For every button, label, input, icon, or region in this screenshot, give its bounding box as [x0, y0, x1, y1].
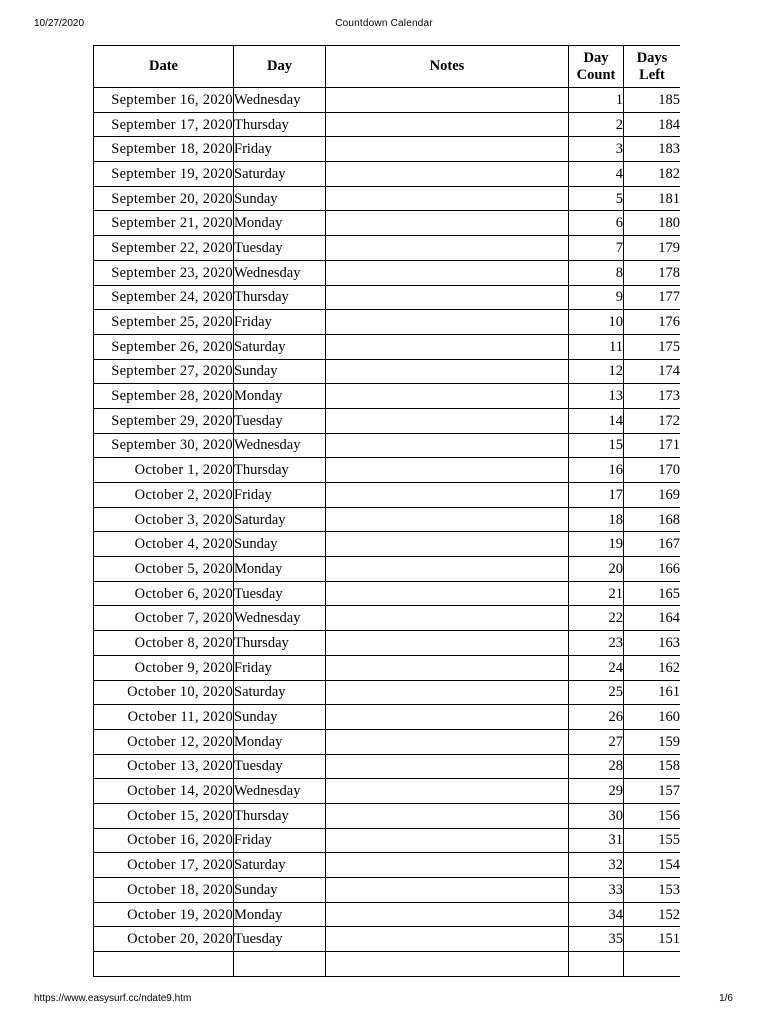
days-left-cell — [624, 952, 681, 977]
day-cell: Friday — [234, 828, 326, 853]
day-cell: Friday — [234, 655, 326, 680]
day-count-cell: 9 — [569, 285, 624, 310]
day-cell: Sunday — [234, 359, 326, 384]
day-count-cell: 32 — [569, 853, 624, 878]
date-cell: October 18, 2020 — [94, 878, 234, 903]
table-row — [94, 705, 681, 730]
table-row — [94, 754, 681, 779]
days-left-cell: 161 — [624, 680, 681, 705]
date-cell: October 16, 2020 — [94, 828, 234, 853]
day-count-cell: 6 — [569, 211, 624, 236]
table-row — [94, 878, 681, 903]
day-count-cell: 4 — [569, 162, 624, 187]
day-cell: Tuesday — [234, 927, 326, 952]
day-cell: Friday — [234, 310, 326, 335]
days-left-cell: 166 — [624, 557, 681, 582]
days-left-cell: 178 — [624, 260, 681, 285]
notes-cell — [326, 507, 569, 532]
notes-cell — [326, 680, 569, 705]
date-cell: September 21, 2020 — [94, 211, 234, 236]
document-title: Countdown Calendar — [335, 18, 433, 29]
notes-cell — [326, 359, 569, 384]
day-count-cell: 29 — [569, 779, 624, 804]
table-row — [94, 186, 681, 211]
table-row — [94, 334, 681, 359]
column-header-days-left: Days Left — [624, 46, 681, 88]
day-count-cell: 21 — [569, 581, 624, 606]
days-left-cell: 160 — [624, 705, 681, 730]
column-header-date: Date — [94, 46, 234, 88]
day-count-cell: 10 — [569, 310, 624, 335]
notes-cell — [326, 433, 569, 458]
days-left-cell: 173 — [624, 384, 681, 409]
date-cell: October 3, 2020 — [94, 507, 234, 532]
date-cell: October 12, 2020 — [94, 729, 234, 754]
day-cell: Saturday — [234, 334, 326, 359]
date-cell: September 28, 2020 — [94, 384, 234, 409]
day-cell: Sunday — [234, 878, 326, 903]
day-cell: Tuesday — [234, 581, 326, 606]
notes-cell — [326, 729, 569, 754]
day-cell — [234, 952, 326, 977]
notes-cell — [326, 828, 569, 853]
day-cell: Sunday — [234, 532, 326, 557]
date-cell: September 29, 2020 — [94, 408, 234, 433]
date-cell: September 24, 2020 — [94, 285, 234, 310]
notes-cell — [326, 952, 569, 977]
date-cell: October 1, 2020 — [94, 458, 234, 483]
days-left-cell: 174 — [624, 359, 681, 384]
days-left-cell: 155 — [624, 828, 681, 853]
notes-cell — [326, 557, 569, 582]
table-row — [94, 458, 681, 483]
days-left-cell: 170 — [624, 458, 681, 483]
table-row — [94, 853, 681, 878]
notes-cell — [326, 384, 569, 409]
date-cell: September 18, 2020 — [94, 137, 234, 162]
day-cell: Monday — [234, 211, 326, 236]
day-cell: Saturday — [234, 507, 326, 532]
table-row — [94, 606, 681, 631]
notes-cell — [326, 902, 569, 927]
table-row — [94, 310, 681, 335]
notes-cell — [326, 162, 569, 187]
date-cell: October 15, 2020 — [94, 803, 234, 828]
notes-cell — [326, 606, 569, 631]
date-cell: October 8, 2020 — [94, 631, 234, 656]
days-left-cell: 158 — [624, 754, 681, 779]
notes-cell — [326, 705, 569, 730]
table-row — [94, 285, 681, 310]
day-count-cell: 2 — [569, 112, 624, 137]
days-left-cell: 185 — [624, 88, 681, 113]
days-left-cell: 176 — [624, 310, 681, 335]
days-left-cell: 151 — [624, 927, 681, 952]
days-left-cell: 169 — [624, 483, 681, 508]
day-cell: Tuesday — [234, 408, 326, 433]
date-cell: October 19, 2020 — [94, 902, 234, 927]
date-cell: October 11, 2020 — [94, 705, 234, 730]
day-cell: Saturday — [234, 680, 326, 705]
day-cell: Monday — [234, 384, 326, 409]
day-count-cell: 26 — [569, 705, 624, 730]
day-count-cell: 22 — [569, 606, 624, 631]
day-cell: Wednesday — [234, 606, 326, 631]
notes-cell — [326, 655, 569, 680]
day-count-cell: 7 — [569, 236, 624, 261]
day-cell: Monday — [234, 902, 326, 927]
day-count-cell: 3 — [569, 137, 624, 162]
date-cell: October 9, 2020 — [94, 655, 234, 680]
days-left-cell: 175 — [624, 334, 681, 359]
table-row — [94, 433, 681, 458]
day-cell: Saturday — [234, 853, 326, 878]
day-cell: Friday — [234, 137, 326, 162]
date-cell: October 4, 2020 — [94, 532, 234, 557]
table-body — [94, 88, 681, 977]
table-row — [94, 236, 681, 261]
day-count-cell — [569, 952, 624, 977]
days-left-cell: 163 — [624, 631, 681, 656]
date-cell: October 5, 2020 — [94, 557, 234, 582]
day-count-cell: 8 — [569, 260, 624, 285]
date-cell: October 6, 2020 — [94, 581, 234, 606]
page-number: 1/6 — [719, 993, 733, 1004]
notes-cell — [326, 803, 569, 828]
table-row — [94, 359, 681, 384]
notes-cell — [326, 137, 569, 162]
days-left-cell: 181 — [624, 186, 681, 211]
notes-cell — [326, 458, 569, 483]
day-count-cell: 17 — [569, 483, 624, 508]
page-url: https://www.easysurf.cc/ndate9.htm — [34, 993, 192, 1004]
day-cell: Monday — [234, 557, 326, 582]
day-cell: Wednesday — [234, 260, 326, 285]
day-cell: Thursday — [234, 458, 326, 483]
day-cell: Friday — [234, 483, 326, 508]
day-cell: Sunday — [234, 186, 326, 211]
day-cell: Monday — [234, 729, 326, 754]
date-cell: October 14, 2020 — [94, 779, 234, 804]
day-count-cell: 25 — [569, 680, 624, 705]
date-cell: October 7, 2020 — [94, 606, 234, 631]
date-cell: October 10, 2020 — [94, 680, 234, 705]
print-footer — [0, 993, 768, 1007]
days-left-cell: 180 — [624, 211, 681, 236]
day-count-cell: 13 — [569, 384, 624, 409]
table-row — [94, 828, 681, 853]
days-left-cell: 177 — [624, 285, 681, 310]
day-count-cell: 27 — [569, 729, 624, 754]
table-row — [94, 779, 681, 804]
table-row — [94, 927, 681, 952]
table-row — [94, 680, 681, 705]
day-count-cell: 35 — [569, 927, 624, 952]
day-cell: Wednesday — [234, 433, 326, 458]
day-count-cell: 12 — [569, 359, 624, 384]
date-cell: September 25, 2020 — [94, 310, 234, 335]
day-cell: Tuesday — [234, 754, 326, 779]
date-cell: September 27, 2020 — [94, 359, 234, 384]
day-count-cell: 1 — [569, 88, 624, 113]
days-left-cell: 164 — [624, 606, 681, 631]
day-count-cell: 23 — [569, 631, 624, 656]
date-cell: October 20, 2020 — [94, 927, 234, 952]
notes-cell — [326, 631, 569, 656]
day-count-cell: 14 — [569, 408, 624, 433]
day-count-cell: 5 — [569, 186, 624, 211]
column-header-notes: Notes — [326, 46, 569, 88]
notes-cell — [326, 878, 569, 903]
table-row — [94, 952, 681, 977]
days-left-cell: 184 — [624, 112, 681, 137]
day-count-cell: 11 — [569, 334, 624, 359]
table-row — [94, 581, 681, 606]
days-left-cell: 167 — [624, 532, 681, 557]
days-left-cell: 156 — [624, 803, 681, 828]
notes-cell — [326, 581, 569, 606]
date-cell: September 23, 2020 — [94, 260, 234, 285]
table-row — [94, 260, 681, 285]
date-cell: September 19, 2020 — [94, 162, 234, 187]
day-count-cell: 19 — [569, 532, 624, 557]
column-header-day: Day — [234, 46, 326, 88]
notes-cell — [326, 927, 569, 952]
day-count-cell: 34 — [569, 902, 624, 927]
date-cell: October 13, 2020 — [94, 754, 234, 779]
notes-cell — [326, 260, 569, 285]
table-row — [94, 483, 681, 508]
notes-cell — [326, 532, 569, 557]
calendar-table-container — [93, 45, 680, 988]
days-left-cell: 183 — [624, 137, 681, 162]
column-header-day-count: Day Count — [569, 46, 624, 88]
notes-cell — [326, 408, 569, 433]
day-cell: Thursday — [234, 112, 326, 137]
table-row — [94, 631, 681, 656]
days-left-cell: 179 — [624, 236, 681, 261]
date-cell: September 22, 2020 — [94, 236, 234, 261]
table-row — [94, 211, 681, 236]
table-row — [94, 162, 681, 187]
table-row — [94, 507, 681, 532]
date-cell: October 17, 2020 — [94, 853, 234, 878]
print-date: 10/27/2020 — [34, 18, 85, 29]
day-cell: Thursday — [234, 285, 326, 310]
day-cell: Tuesday — [234, 236, 326, 261]
date-cell: September 16, 2020 — [94, 88, 234, 113]
notes-cell — [326, 112, 569, 137]
notes-cell — [326, 285, 569, 310]
days-left-cell: 172 — [624, 408, 681, 433]
days-left-cell: 157 — [624, 779, 681, 804]
table-row — [94, 729, 681, 754]
date-cell — [94, 952, 234, 977]
date-cell: September 20, 2020 — [94, 186, 234, 211]
table-row — [94, 803, 681, 828]
day-count-cell: 16 — [569, 458, 624, 483]
date-cell: October 2, 2020 — [94, 483, 234, 508]
day-count-cell: 31 — [569, 828, 624, 853]
notes-cell — [326, 88, 569, 113]
notes-cell — [326, 754, 569, 779]
day-cell: Thursday — [234, 803, 326, 828]
day-cell: Saturday — [234, 162, 326, 187]
table-row — [94, 655, 681, 680]
day-count-cell: 24 — [569, 655, 624, 680]
table-row — [94, 112, 681, 137]
days-left-cell: 182 — [624, 162, 681, 187]
days-left-cell: 165 — [624, 581, 681, 606]
days-left-cell: 171 — [624, 433, 681, 458]
notes-cell — [326, 310, 569, 335]
day-cell: Wednesday — [234, 88, 326, 113]
table-row — [94, 88, 681, 113]
notes-cell — [326, 483, 569, 508]
day-count-cell: 28 — [569, 754, 624, 779]
notes-cell — [326, 334, 569, 359]
table-row — [94, 557, 681, 582]
table-row — [94, 532, 681, 557]
days-left-cell: 159 — [624, 729, 681, 754]
notes-cell — [326, 779, 569, 804]
date-cell: September 17, 2020 — [94, 112, 234, 137]
notes-cell — [326, 186, 569, 211]
table-row — [94, 137, 681, 162]
day-count-cell: 15 — [569, 433, 624, 458]
day-count-cell: 20 — [569, 557, 624, 582]
notes-cell — [326, 853, 569, 878]
day-count-cell: 18 — [569, 507, 624, 532]
print-header — [0, 18, 768, 32]
day-count-cell: 33 — [569, 878, 624, 903]
days-left-cell: 154 — [624, 853, 681, 878]
day-cell: Sunday — [234, 705, 326, 730]
days-left-cell: 153 — [624, 878, 681, 903]
countdown-calendar-table — [93, 45, 680, 977]
table-header-row — [94, 46, 681, 88]
table-row — [94, 384, 681, 409]
days-left-cell: 162 — [624, 655, 681, 680]
table-row — [94, 902, 681, 927]
date-cell: September 30, 2020 — [94, 433, 234, 458]
day-cell: Wednesday — [234, 779, 326, 804]
day-cell: Thursday — [234, 631, 326, 656]
notes-cell — [326, 211, 569, 236]
day-count-cell: 30 — [569, 803, 624, 828]
days-left-cell: 168 — [624, 507, 681, 532]
table-row — [94, 408, 681, 433]
notes-cell — [326, 236, 569, 261]
days-left-cell: 152 — [624, 902, 681, 927]
date-cell: September 26, 2020 — [94, 334, 234, 359]
